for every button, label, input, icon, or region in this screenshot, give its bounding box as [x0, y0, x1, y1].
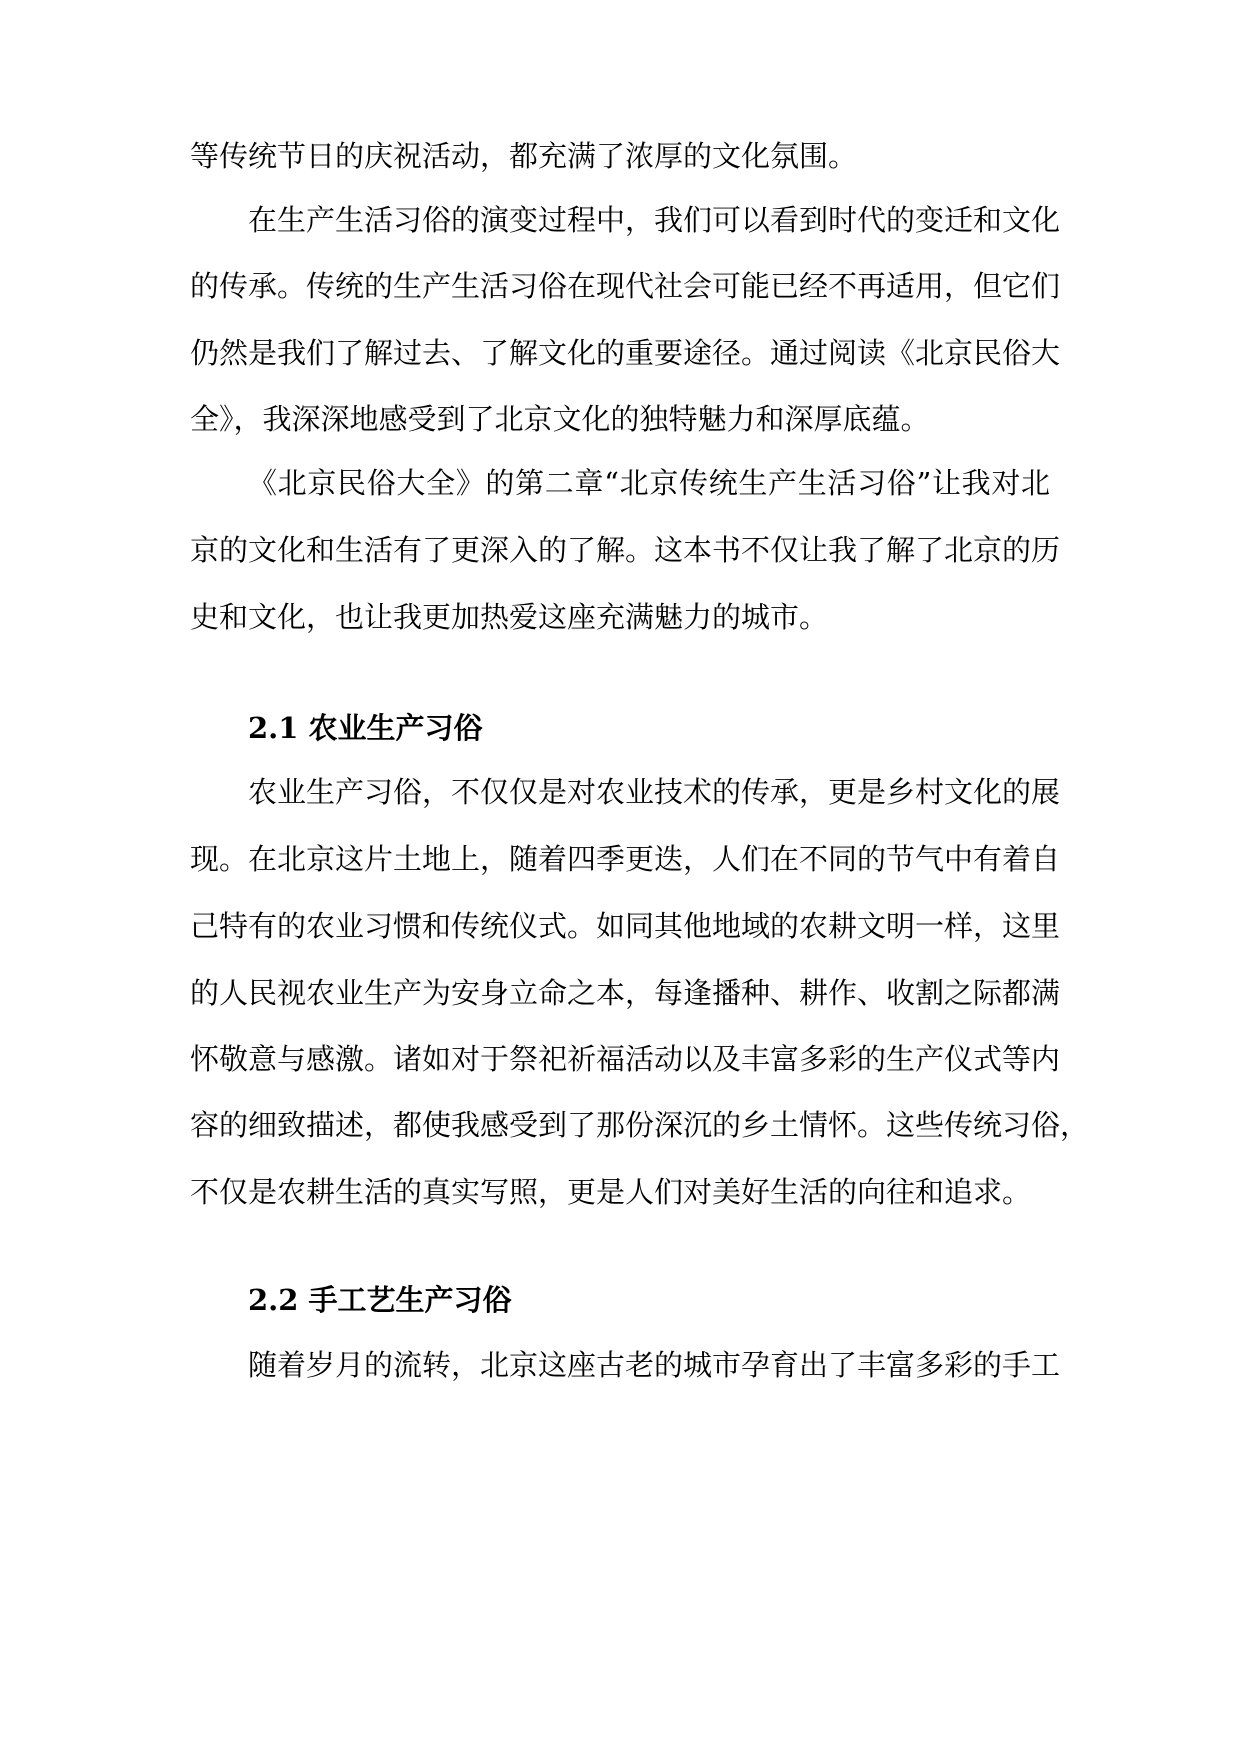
paragraph-line: 容的细致描述，都使我感受到了那份深沉的乡土情怀。这些传统习俗， — [190, 1108, 1090, 1142]
paragraph-line: 京的文化和生活有了更深入的了解。这本书不仅让我了解了北京的历 — [190, 533, 1061, 567]
section-heading: 2.2 手工艺生产习俗 — [248, 1283, 512, 1317]
paragraph-line: 己特有的农业习惯和传统仪式。如同其他地域的农耕文明一样，这里 — [190, 909, 1061, 943]
paragraph-line: 随着岁月的流转，北京这座古老的城市孕育出了丰富多彩的手工 — [248, 1348, 1061, 1382]
paragraph-line: 的传承。传统的生产生活习俗在现代社会可能已经不再适用，但它们 — [190, 269, 1061, 303]
paragraph-line: 等传统节日的庆祝活动，都充满了浓厚的文化氛围。 — [190, 139, 858, 173]
section-heading: 2.1 农业生产习俗 — [248, 711, 483, 745]
paragraph-line: 怀敬意与感激。诸如对于祭祀祈福活动以及丰富多彩的生产仪式等内 — [190, 1042, 1061, 1076]
paragraph-line: 全》，我深深地感受到了北京文化的独特魅力和深厚底蕴。 — [190, 402, 930, 436]
paragraph-line: 农业生产习俗，不仅仅是对农业技术的传承，更是乡村文化的展 — [248, 775, 1061, 809]
paragraph-line: 在生产生活习俗的演变过程中，我们可以看到时代的变迁和文化 — [248, 203, 1061, 237]
paragraph-line: 的人民视农业生产为安身立命之本，每逢播种、耕作、收割之际都满 — [190, 976, 1061, 1010]
paragraph-line: 现。在北京这片土地上，随着四季更迭，人们在不同的节气中有着自 — [190, 842, 1061, 876]
paragraph-line: 史和文化，也让我更加热爱这座充满魅力的城市。 — [190, 600, 829, 634]
paragraph-line: 《北京民俗大全》的第二章“北京传统生产生活习俗”让我对北 — [248, 466, 1050, 500]
paragraph-line: 仍然是我们了解过去、了解文化的重要途径。通过阅读《北京民俗大 — [190, 336, 1061, 370]
paragraph-line: 不仅是农耕生活的真实写照，更是人们对美好生活的向往和追求。 — [190, 1175, 1032, 1209]
